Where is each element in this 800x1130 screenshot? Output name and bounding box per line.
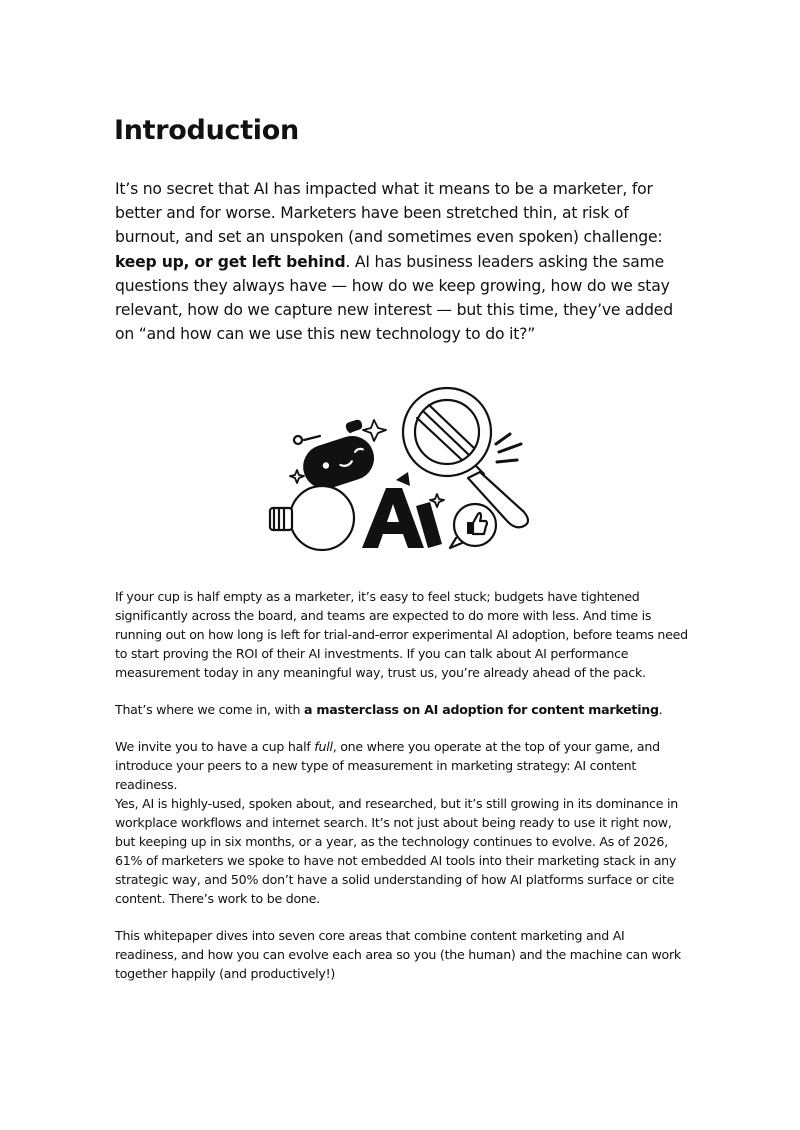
full-emphasis: full <box>314 739 333 754</box>
paragraph-cup-half-empty: If your cup is half empty as a marketer, it’s easy to feel stuck; budgets have tightened significantly across the board, and teams are expected to do more with less. And time is running out on how long is left for trial-and-error experimental AI adoption, before teams need to start proving the ROI of their AI investments. If you can talk about AI performance measurement today in any meaningful way, trust us, you’re already ahead of the pack. <box>115 589 688 680</box>
masterclass-emphasis: a masterclass on AI adoption for content marketing <box>304 702 659 717</box>
thumbs-up-bubble-icon <box>450 504 496 548</box>
paragraph-masterclass <box>115 701 690 720</box>
intro-text-start: It’s no secret that AI has impacted what it means to be a marketer, for better and for worse. Marketers have been stretched thin, at risk of burnout, and set an unspoken (and sometimes even spoken) challenge: <box>115 180 663 247</box>
paragraph-masterclass-end: . <box>658 702 663 717</box>
paragraph-masterclass-lead: That’s where we come in, with <box>115 702 304 717</box>
page-title: Introduction <box>114 115 299 146</box>
intro-paragraph <box>115 177 690 346</box>
paragraph-cup-half-full <box>115 738 690 795</box>
intro-emphasis: keep up, or get left behind <box>115 252 346 271</box>
ai-lettering <box>362 472 442 548</box>
paragraph-cup-half-full-lead: We invite you to have a cup half <box>115 739 315 754</box>
paragraph-cup-half-full-end: , one where you operate at the top of your game, and introduce your peers to a new type of measurement in marketing strategy: AI content readiness. <box>115 739 660 792</box>
intro-text-end: . AI has business leaders asking the same questions they always have — how do we keep growing, how do we stay relevant, how do we capture new interest — but this time, they’ve added on “and how can we use this new technology to do it?” <box>115 252 673 344</box>
paragraph-whitepaper-overview: This whitepaper dives into seven core areas that combine content marketing and AI readiness, and how you can evolve each area so you (the human) and the machine can work together happily (and productively!) <box>115 928 681 981</box>
lightbulb-icon <box>270 486 354 550</box>
ai-illustration <box>262 380 542 560</box>
paragraph-ai-growth-stats: Yes, AI is highly-used, spoken about, and researched, but it’s still growing in its dominance in workplace workflows and internet search. It’s not just about being ready to use it right now, but keeping up in six months, or a year, as the technology continues to evolve. As of 2026, 61% of marketers we spoke to have not embedded AI tools into their marketing stack in any strategic way, and 50% don’t have a solid understanding of how AI platforms surface or cite content. There’s work to be done. <box>115 796 678 906</box>
